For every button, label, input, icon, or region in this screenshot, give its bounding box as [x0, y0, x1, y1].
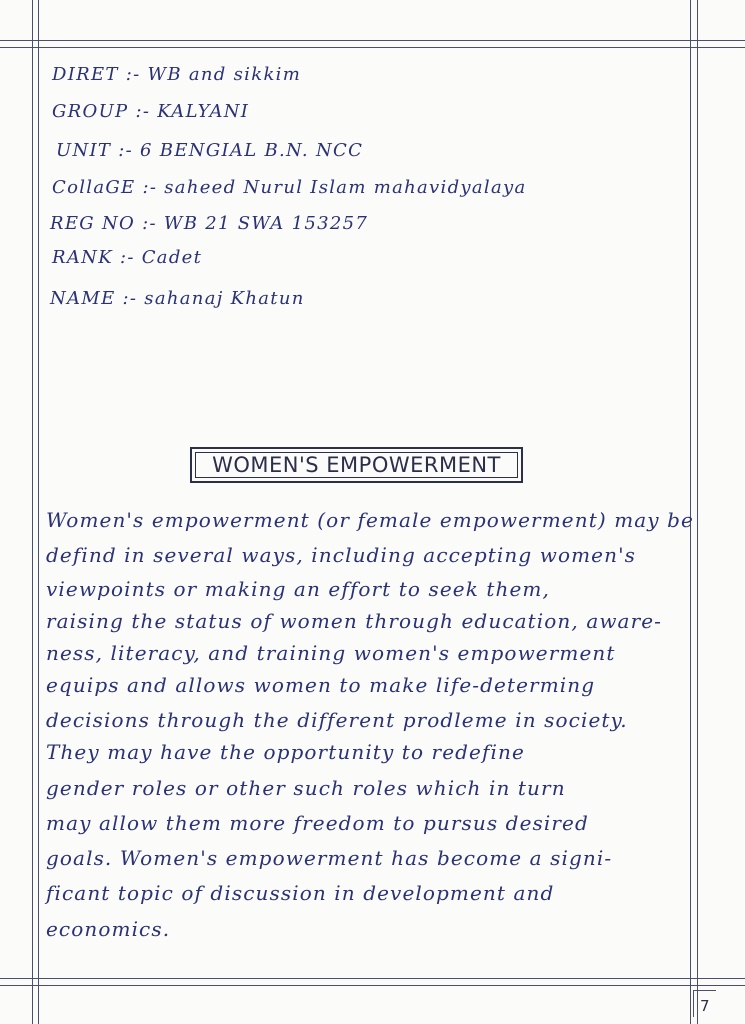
body-line: decisions through the different prodleme in society.: [46, 708, 628, 732]
rank-line: RANK :- Cadet: [52, 247, 203, 268]
page-title: WOMEN'S EMPOWERMENT: [212, 453, 501, 477]
bottom-rule-2: [0, 985, 745, 986]
bottom-rule: [0, 978, 745, 979]
name-line: NAME :- sahanaj Khatun: [50, 288, 305, 309]
body-line: equips and allows women to make life-determing: [46, 673, 596, 697]
right-margin-rule-2: [697, 0, 698, 1024]
body-line: Women's empowerment (or female empowerment) may be: [46, 508, 694, 532]
group-line: GROUP :- KALYANI: [52, 101, 250, 122]
college-line: CollaGE :- saheed Nurul Islam mahavidyalaya: [52, 177, 527, 198]
body-line: economics.: [46, 917, 171, 941]
body-line: raising the status of women through education, aware-: [46, 609, 663, 633]
body-line: viewpoints or making an effort to seek them,: [46, 577, 550, 601]
body-line: gender roles or other such roles which in turn: [46, 776, 566, 800]
body-line: They may have the opportunity to redefine: [46, 740, 525, 764]
top-rule: [0, 40, 745, 41]
body-line: goals. Women's empowerment has become a signi-: [46, 846, 613, 870]
top-rule-2: [0, 47, 745, 48]
unit-line: UNIT :- 6 BENGIAL B.N. NCC: [56, 140, 364, 161]
left-margin-rule-2: [38, 0, 39, 1024]
page-number: 7: [700, 997, 710, 1015]
reg-no-line: REG NO :- WB 21 SWA 153257: [50, 213, 369, 234]
diret-line: DIRET :- WB and sikkim: [52, 64, 302, 85]
body-line: may allow them more freedom to pursus desired: [46, 811, 589, 835]
left-margin-rule: [32, 0, 33, 1024]
title-box: [190, 447, 523, 483]
body-line: defind in several ways, including accepting women's: [46, 543, 637, 567]
body-line: ness, literacy, and training women's empowerment: [46, 641, 616, 665]
body-line: ficant topic of discussion in development and: [46, 881, 555, 905]
